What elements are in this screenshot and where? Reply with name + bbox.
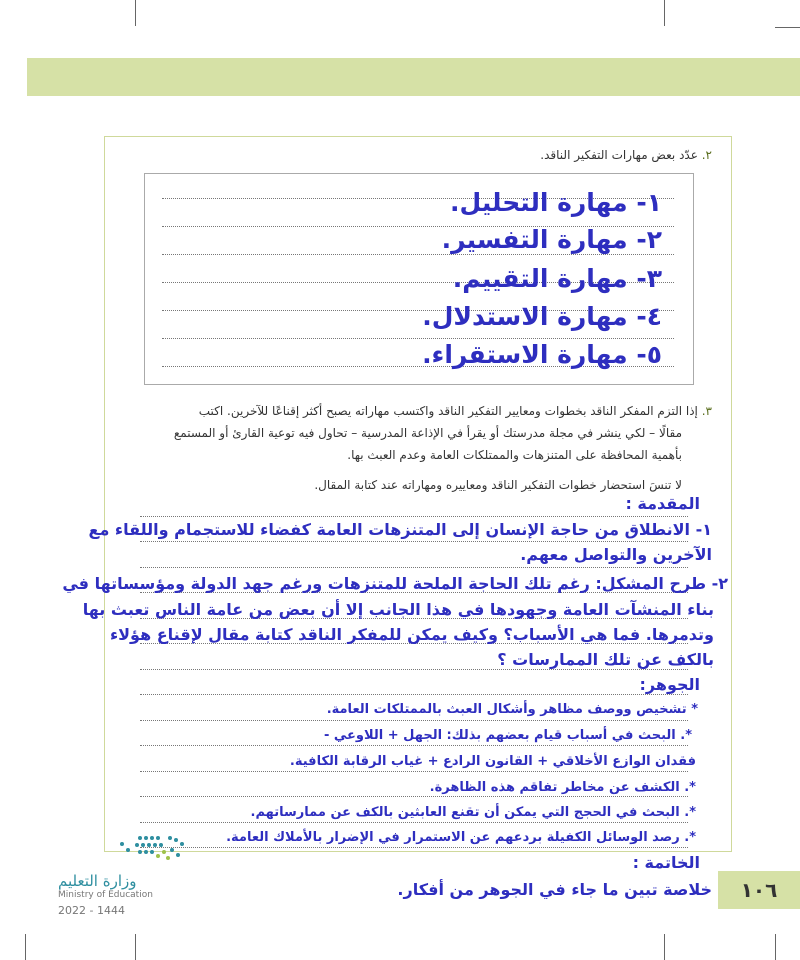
- answer-skill-4: ٤- مهارة الاستدلال.: [422, 302, 662, 331]
- question-3-text-1: إذا التزم المفكر الناقد بخطوات ومعايير التفكير الناقد واكتسب مهاراته يصبح أكثر إقناعًا للآخرين. اكتب: [198, 404, 698, 418]
- body-point-5: *. البحث في الحجج التي يمكن أن تقنع العابثين بالكف عن ممارساتهم.: [250, 805, 696, 820]
- question-2: [540, 144, 712, 166]
- intro-point-2c: وتدمرها. فما هي الأسباب؟ وكيف يمكن للمفكر الناقد كتابة مقال لإقناع هؤلاء: [109, 625, 714, 644]
- dotted-line: [140, 694, 688, 695]
- dotted-line: [140, 822, 688, 823]
- body-point-1: * تشخيص ووصف مظاهر وأشكال العبث بالممتلكات العامة.: [326, 702, 698, 717]
- dotted-line: [140, 847, 688, 848]
- dotted-line: [140, 567, 688, 568]
- page-number: ١٠٦: [740, 878, 778, 902]
- dotted-line: [140, 745, 688, 746]
- crop-mark: [775, 27, 800, 28]
- dotted-line: [140, 516, 688, 517]
- question-3-line-3: بأهمية المحافظة على المتنزهات والممتلكات العامة وعدم العبث بها.: [347, 448, 682, 462]
- question-prompt: عدّد بعض مهارات التفكير الناقد.: [540, 148, 698, 162]
- dotted-line: [140, 796, 688, 797]
- answer-skill-2: ٢- مهارة التفسير.: [441, 225, 662, 254]
- question-number: ٢.: [701, 148, 712, 162]
- crop-mark: [664, 934, 665, 960]
- question-3-note: لا تنسَ استحضار خطوات التفكير الناقد ومعاييره ومهاراته عند كتابة المقال.: [314, 478, 682, 492]
- question-3-line-1: [199, 400, 712, 422]
- intro-point-2a: ٢- طرح المشكل: رغم تلك الحاجة الملحة للمتنزهات ورغم جهد الدولة ومؤسساتها في: [62, 574, 728, 593]
- intro-point-1a: ١- الانطلاق من حاجة الإنسان إلى المتنزهات العامة كفضاء للاستجمام واللقاء مع: [88, 520, 712, 539]
- conclusion-heading: الخاتمة :: [632, 853, 700, 872]
- question-number: ٣.: [701, 404, 712, 418]
- crop-mark: [135, 934, 136, 960]
- dotted-line: [140, 541, 688, 542]
- crop-mark: [135, 0, 136, 26]
- edition-year: 2022 - 1444: [58, 904, 125, 917]
- intro-heading: المقدمة :: [625, 494, 700, 513]
- body-heading: الجوهر:: [639, 675, 700, 694]
- intro-point-2d: بالكف عن تلك الممارسات ؟: [497, 650, 714, 669]
- crop-mark: [664, 0, 665, 26]
- crop-mark: [775, 934, 776, 960]
- ministry-name-english: Ministry of Education: [58, 890, 153, 900]
- question-3-line-2: مقالًا – لكي ينشر في مجلة مدرستك أو يقرأ في الإذاعة المدرسية – تحاول فيه توعية القارئ أو المستمع: [173, 426, 682, 440]
- header-band: [27, 58, 800, 96]
- dotted-line: [140, 669, 688, 670]
- crop-mark: [25, 934, 26, 960]
- dotted-line: [162, 338, 674, 339]
- intro-point-1b: الآخرين والتواصل معهم.: [520, 545, 712, 564]
- body-point-2: *. البحث في أسباب قيام بعضهم بذلك: الجهل + اللاوعي -: [323, 728, 692, 743]
- body-point-6: *. رصد الوسائل الكفيلة بردعهم عن الاستمرار في الإضرار بالأملاك العامة.: [226, 830, 696, 845]
- answer-skill-3: ٣- مهارة التقييم.: [452, 264, 662, 293]
- dotted-line: [140, 771, 688, 772]
- body-point-3: فقدان الوازع الأخلاقي + القانون الرادع + غياب الرقابة الكافية.: [289, 754, 696, 769]
- intro-point-2b: بناء المنشآت العامة وجهودها في هذا الجانب إلا أن بعض من عامة الناس تعبث بها: [82, 600, 714, 619]
- dotted-line: [162, 254, 674, 255]
- ministry-name-arabic: وزارة التعليم: [58, 872, 137, 890]
- answer-skill-1: ١- مهارة التحليل.: [450, 188, 662, 217]
- dotted-line: [140, 720, 688, 721]
- body-point-4: *. الكشف عن مخاطر تفاقم هذه الظاهرة.: [429, 780, 696, 795]
- conclusion-text: خلاصة تبين ما جاء في الجوهر من أفكار.: [397, 880, 712, 899]
- answer-skill-5: ٥- مهارة الاستقراء.: [422, 340, 662, 369]
